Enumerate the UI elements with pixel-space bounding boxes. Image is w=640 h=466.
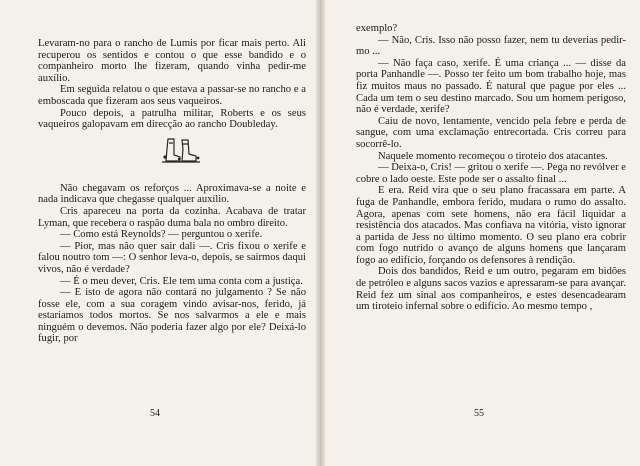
page-number-left: 54	[150, 408, 160, 419]
paragraph: Levaram-no para o rancho de Lumis por ficar mais perto. Ali recuperou os sentidos e contou o que esse bandido e o companheiro morto lhe fizeram, quando vinha pedir-me auxílio.	[38, 38, 306, 84]
paragraph: Pouco depois, a patrulha militar, Roberts e os seus vaqueiros galopavam em direcção ao rancho Doubleday.	[38, 107, 306, 131]
paragraph: Em seguida relatou o que estava a passar-se no rancho e a emboscada que fizeram aos seus vaqueiros.	[38, 84, 306, 107]
cowboy-boots-vignette	[158, 135, 204, 165]
paragraph: — É o meu dever, Cris. Ele tem uma conta com a justiça.	[60, 275, 303, 287]
paragraph: — Como está Reynolds? — perguntou o xerife.	[60, 229, 263, 241]
paragraph: Naquele momento recomeçou o tiroteio dos atacantes.	[378, 150, 608, 162]
paragraph: exemplo?	[356, 23, 398, 34]
book-gutter	[316, 0, 325, 466]
right-page-text	[356, 23, 626, 313]
paragraph: Caiu de novo, lentamente, vencido pela febre e perda de sangue, com uma exclamação entrecortada. Cris correu para socorrê-lo.	[356, 115, 626, 150]
paragraph: Cris apareceu na porta da cozinha. Acabava de tratar Lyman, que recebera o raspão duma bala no ombro direito.	[38, 205, 306, 229]
paragraph: — Não faça caso, xerife. É uma criança ... — disse da porta Panhandle —. Posso ter feito um bom trabalho hoje, mas fiz muitos maus no passado. É natural que pague por eles ... Cada um tem o seu destino marcado. Sou um homem perigoso, não é verdade, xerife?	[356, 57, 626, 116]
paragraph: — Pior, mas não quer sair dali —. Cris fixou o xerife e falou noutro tom —: O senhor leva-o, depois, se sairmos daqui vivos, não é verdade?	[38, 240, 306, 275]
paragraph: — Não, Cris. Isso não posso fazer, nem tu deverias pedir-mo ...	[356, 34, 626, 58]
paragraph: Dois dos bandidos, Reid e um outro, pegaram em bidões de petróleo e alguns sacos vazios e apressaram-se para avançar. Reid fez um sinal aos companheiros, e estes desencadearam um tiroteio infernal sobre o edifício. Ao mesmo tempo ,	[356, 266, 626, 313]
paragraph: — E isto de agora não contará no julgamento ? Se não fosse ele, com a sua coragem vindo avisar-nos, ferido, já estaríamos todos mortos. Se nos salvarmos a ele e mais ninguém o devemos. Não poderia fazer algo por ele? Deixá-lo fugir, por	[38, 287, 306, 345]
left-page-text	[38, 38, 306, 345]
page-number-right: 55	[474, 408, 484, 419]
paragraph: E era. Reid vira que o seu plano fracassara em parte. A fuga de Panhandle, embora ferido, mudara o rumo do assalto. Agora, apenas com sete homens, não era fácil liquidar a resistência dos atacados. Mas confiava na vitória, visto ignorar a partida de Jess no último momento. O seu plano era cobrir com fogo nutrido o avanço de alguns homens que lançaram fogo ao edifício, forçando os defensores à rendição.	[356, 185, 626, 266]
paragraph: Não chegavam os reforços ... Aproximava-se a noite e nada indicava que chegasse qualquer auxílio.	[38, 182, 306, 206]
paragraph: — Deixa-o, Cris! — gritou o xerife —. Pega no revólver e cobre o lado oeste. Este pode ser o assalto final ...	[356, 162, 627, 185]
